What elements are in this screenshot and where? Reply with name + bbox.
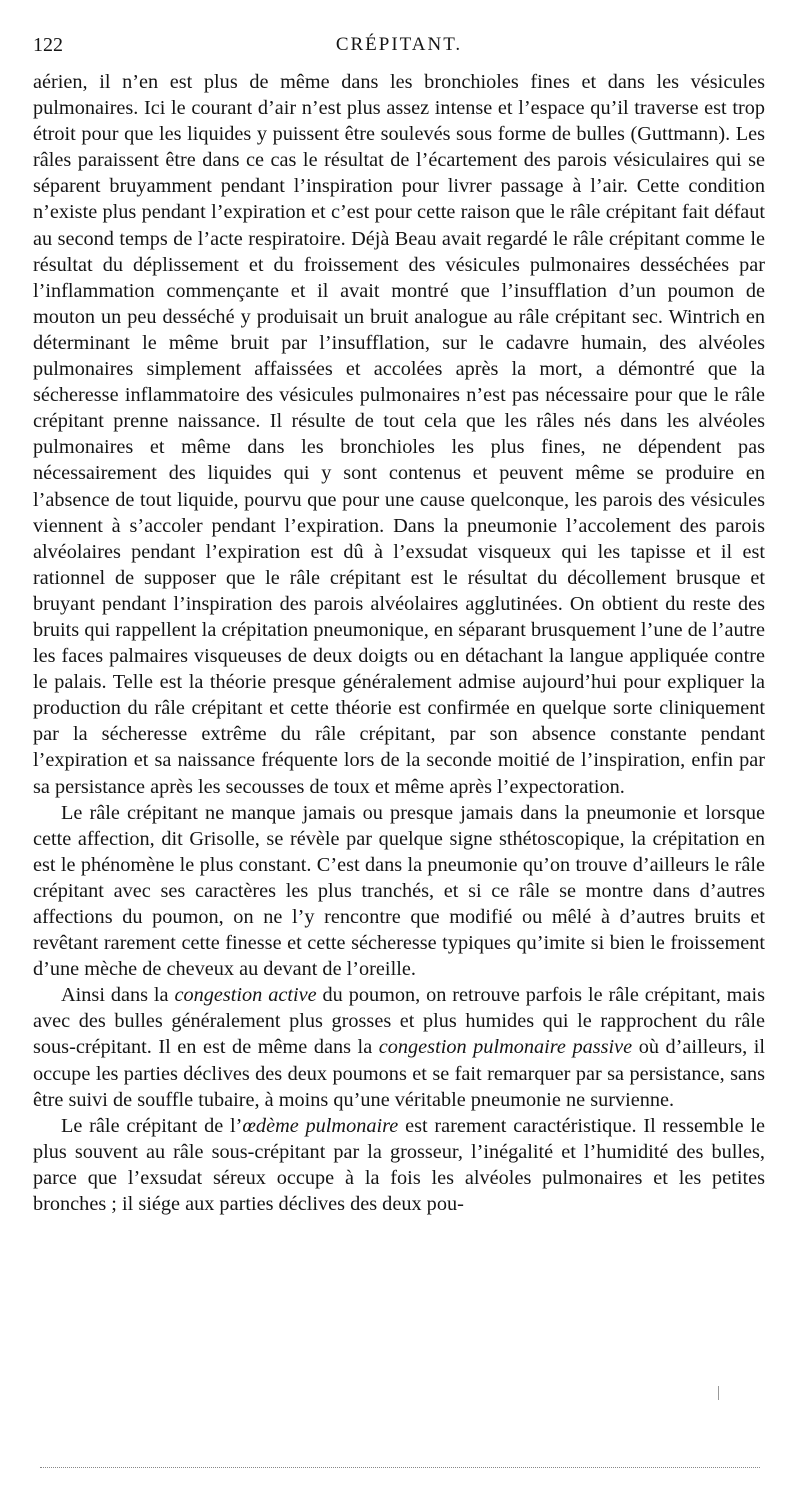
running-title: CRÉPITANT. bbox=[335, 34, 463, 55]
text-run: où d’ailleurs, il occupe les parties déclives des deux poumons et se fait remarquer par sa persistance, sans être suivi de souffle tubaire, à moins qu’une véritable pneumonie ne survienne. bbox=[33, 1036, 766, 1111]
footer-rule bbox=[40, 1467, 760, 1468]
body-text bbox=[33, 69, 765, 1217]
page-header bbox=[33, 34, 765, 60]
paragraph bbox=[33, 982, 765, 1112]
text-run: Ainsi dans la bbox=[61, 984, 175, 1007]
text-run: aérien, il n’en est plus de même dans les bronchioles fines et dans les vésicules pulmonaires. Ici le courant d’air n’est plus assez intense et l’espace qu’il traverse est trop étroit pour que les liquides y puissent être soulevés sous forme de bulles (Guttmann). Les râles paraissent être dans ce cas le résultat de l’écartement des parois vésiculaires qui se séparent bruyamment pendant l’inspiration pour livrer passage à l’air. Cette condition n’existe plus pendant l’expiration et c’est pour cette raison que le râle crépitant fait défaut au second temps de l’acte respiratoire. Déjà Beau avait regardé le râle crépitant comme le résultat du déplissement et du froissement des vésicules pulmonaires desséchées par l’inflammation commençante et il avait montré que l’insufflation d’un poumon de mouton un peu desséché y produisait un bruit analogue au râle crépitant sec. Wintrich en déterminant le même bruit par l’insufflation, sur le cadavre humain, des alvéoles pulmonaires simplement affaissées et accolées après la mort, a démontré que la sécheresse inflammatoire des vésicules pulmonaires n’est pas nécessaire pour que le râle crépitant prenne naissance. Il résulte de tout cela que les râles nés dans les alvéoles pulmonaires et même dans les bronchioles les plus fines, ne dépendent pas nécessairement des liquides qui y sont contenus et peuvent même se produire en l’absence de tout liquide, pourvu que pour une cause quelconque, les parois des vésicules viennent à s’accoler pendant l’expiration. Dans la pneumonie l’accolement des parois alvéolaires pendant l’expiration est dû à l’exsudat visqueux qui les tapisse et il est rationnel de supposer que le râle crépitant est le résultat du décollement brusque et bruyant pendant l’inspiration des parois alvéolaires agglutinées. On obtient du reste des bruits qui rappellent la crépitation pneumonique, en séparant brusquement l’une de l’autre les faces palmaires visqueuses de deux doigts ou en détachant la langue appliquée contre le palais. Telle est la théorie presque généralement admise aujourd’hui pour expliquer la production du râle crépitant et cette théorie est confirmée en quelque sorte cliniquement par la sécheresse extrême du râle crépitant, par son absence constante pendant l’expiration et sa naissance fréquente lors de la seconde moitié de l’inspiration, enfin par sa persistance après les secousses de toux et même après l’expectoration. bbox=[33, 71, 765, 798]
italic-term: congestion pulmonaire passive bbox=[378, 1036, 633, 1059]
margin-mark bbox=[718, 1386, 719, 1400]
text-run: Le râle crépitant ne manque jamais ou presque jamais dans la pneumonie et lorsque cette affection, dit Grisolle, se révèle par quelque signe sthétoscopique, la crépitation en est le phénomène le plus constant. C’est dans la pneumonie qu’on trouve d’ailleurs le râle crépitant avec ses caractères les plus tranchés, et si ce râle se montre dans d’autres affections du poumon, on ne l’y rencontre que modifié ou mêlé à d’autres bruits et revêtant rarement cette finesse et cette sécheresse typiques qu’imite si bien le froissement d’une mèche de cheveux au devant de l’oreille. bbox=[33, 801, 765, 981]
paragraph bbox=[33, 1113, 765, 1217]
text-run: est rarement caractéristique. Il ressemble le plus souvent au râle sous-crépitant par la grosseur, l’inégalité et l’humidité des bulles, parce que l’exsudat séreux occupe à la fois les alvéoles pulmonaires et les petites bronches ; il siége aux parties déclives des deux pou- bbox=[33, 1114, 766, 1216]
italic-term: congestion active bbox=[174, 984, 317, 1007]
text-run: Le râle crépitant de l’ bbox=[61, 1114, 243, 1137]
page-number: 122 bbox=[33, 34, 63, 56]
paragraph bbox=[33, 69, 765, 800]
paragraph bbox=[33, 800, 765, 983]
text-run: du poumon, on retrouve parfois le râle crépitant, mais avec des bulles généralement plus grosses et plus humides qui le rapprochent du râle sous-crépitant. Il en est de même dans la bbox=[33, 984, 765, 1059]
italic-term: œdème pulmonaire bbox=[242, 1114, 399, 1137]
